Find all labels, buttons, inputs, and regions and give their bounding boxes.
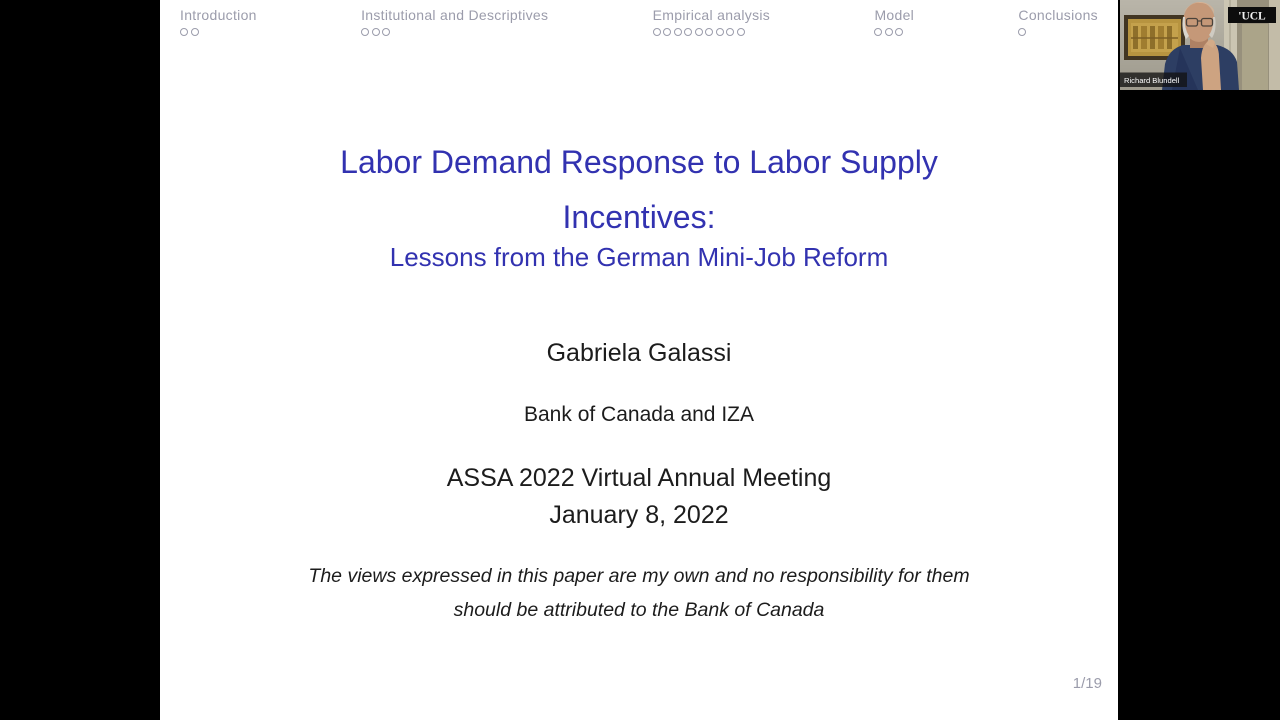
ucl-logo xyxy=(1228,7,1276,23)
webcam-tile[interactable] xyxy=(1120,0,1280,90)
slide-dot-icon xyxy=(653,28,661,36)
event-info xyxy=(160,460,1118,534)
author-name: Gabriela Galassi xyxy=(546,339,732,367)
slide-dot-icon xyxy=(885,28,893,36)
disclaimer-line2: should be attributed to the Bank of Canada xyxy=(453,599,825,621)
nav-section-slide-dots xyxy=(1018,28,1098,36)
nav-section xyxy=(874,7,914,36)
author-affiliation: Bank of Canada and IZA xyxy=(524,403,754,426)
disclaimer xyxy=(160,559,1118,627)
section-nav xyxy=(160,7,1118,36)
nav-section xyxy=(361,7,548,36)
slide-dot-icon xyxy=(705,28,713,36)
slide-dot-icon xyxy=(737,28,745,36)
slide-dot-icon xyxy=(1018,28,1026,36)
nav-section-slide-dots xyxy=(874,28,914,36)
slide-dot-icon xyxy=(895,28,903,36)
disclaimer-line1: The views expressed in this paper are my own and no responsibility for them xyxy=(308,565,970,587)
nav-section xyxy=(653,7,770,36)
event-date: January 8, 2022 xyxy=(549,501,729,529)
nav-section xyxy=(180,7,257,36)
slide-dot-icon xyxy=(716,28,724,36)
participant-name-text: Richard Blundell xyxy=(1124,75,1180,85)
slide-dot-icon xyxy=(180,28,188,36)
slide-dot-icon xyxy=(726,28,734,36)
slide-dot-icon xyxy=(695,28,703,36)
presentation-slide xyxy=(160,0,1118,720)
event-name: ASSA 2022 Virtual Annual Meeting xyxy=(446,464,832,492)
page-indicator: 1/19 xyxy=(1072,675,1102,692)
participant-name-label xyxy=(1120,73,1187,88)
slide-dot-icon xyxy=(361,28,369,36)
webcam-video xyxy=(1120,0,1280,90)
slide-dot-icon xyxy=(674,28,682,36)
slide-dot-icon xyxy=(372,28,380,36)
nav-section-label: Conclusions xyxy=(1018,7,1098,23)
slide-title xyxy=(160,135,1118,245)
nav-section-label: Empirical analysis xyxy=(652,7,771,23)
nav-section-label: Model xyxy=(874,7,915,23)
nav-section-slide-dots xyxy=(653,28,770,36)
slide-dot-icon xyxy=(874,28,882,36)
slide-title-line2: Incentives: xyxy=(562,199,716,235)
nav-section-slide-dots xyxy=(361,28,548,36)
slide-title-line1: Labor Demand Response to Labor Supply xyxy=(340,144,938,180)
ucl-logo-text: 'UCL xyxy=(1238,10,1266,23)
slide-dot-icon xyxy=(684,28,692,36)
nav-section xyxy=(1018,7,1098,36)
nav-section-slide-dots xyxy=(180,28,257,36)
slide-dot-icon xyxy=(382,28,390,36)
slide-dot-icon xyxy=(663,28,671,36)
slide-subtitle: Lessons from the German Mini-Job Reform xyxy=(389,242,889,272)
slide-dot-icon xyxy=(191,28,199,36)
nav-section-label: Institutional and Descriptives xyxy=(361,7,549,23)
nav-section-label: Introduction xyxy=(180,7,257,23)
